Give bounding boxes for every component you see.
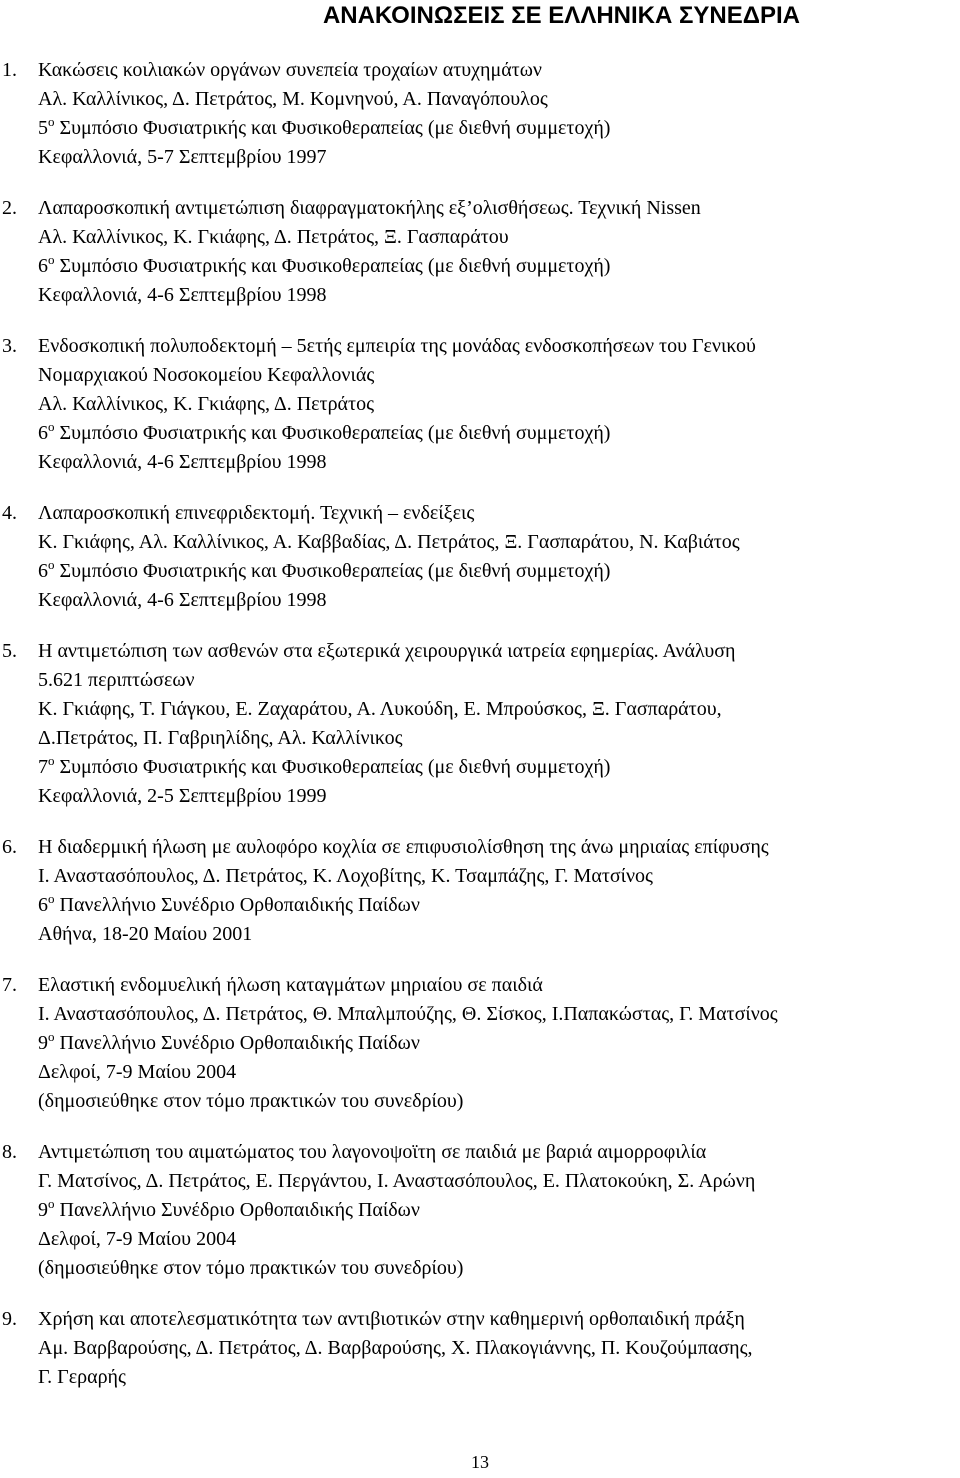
- authors: Ι. Αναστασόπουλος, Δ. Πετράτος, Θ. Μπαλμπούζης, Θ. Σίσκος, Ι.Παπακώστας, Γ. Ματσίνος: [38, 1003, 778, 1025]
- authors: Κ. Γκιάφης, Τ. Γιάγκου, Ε. Ζαχαράτου, Α. Λυκούδη, Ε. Μπρούσκος, Ξ. Γασπαράτου,: [38, 698, 722, 720]
- ordinal-suffix: ο: [48, 419, 55, 434]
- conference-title: Πανελλήνιο Συνέδριο Ορθοπαιδικής Παίδων: [59, 1199, 420, 1221]
- ordinal-suffix: ο: [48, 1029, 55, 1044]
- item-body: [38, 332, 960, 477]
- item-body: [38, 1305, 960, 1392]
- conference-ordinal: 9: [38, 1199, 48, 1221]
- venue-date: (δημοσιεύθηκε στον τόμο πρακτικών του συνεδρίου): [38, 1257, 464, 1279]
- item-body: [38, 637, 960, 811]
- presentation-title: Ενδοσκοπική πολυποδεκτομή – 5ετής εμπειρία της μονάδας ενδοσκοπήσεων του Γενικού: [38, 335, 756, 357]
- conference-name: [38, 753, 960, 782]
- venue-date: Κεφαλλονιά, 2-5 Σεπτεμβρίου 1999: [38, 785, 327, 807]
- conference-ordinal: 6: [38, 255, 48, 277]
- venue-date: (δημοσιεύθηκε στον τόμο πρακτικών του συνεδρίου): [38, 1090, 464, 1112]
- ordinal-suffix: ο: [48, 557, 55, 572]
- conference-name: [38, 557, 960, 586]
- conference-title: Συμπόσιο Φυσιατρικής και Φυσικοθεραπείας (με διεθνή συμμετοχή): [59, 117, 611, 139]
- conference-title: Συμπόσιο Φυσιατρικής και Φυσικοθεραπείας (με διεθνή συμμετοχή): [59, 255, 611, 277]
- conference-ordinal: 6: [38, 422, 48, 444]
- venue-date: Αθήνα, 18-20 Μαίου 2001: [38, 923, 253, 945]
- ordinal-suffix: ο: [48, 1196, 55, 1211]
- conference-list: [0, 56, 960, 1414]
- item-number: 3.: [2, 335, 17, 357]
- authors: Ι. Αναστασόπουλος, Δ. Πετράτος, Κ. Λοχοβίτης, Κ. Τσαμπάζης, Γ. Ματσίνος: [38, 865, 653, 887]
- conference-title: Πανελλήνιο Συνέδριο Ορθοπαιδικής Παίδων: [59, 1032, 420, 1054]
- conference-title: Συμπόσιο Φυσιατρικής και Φυσικοθεραπείας (με διεθνή συμμετοχή): [59, 560, 611, 582]
- presentation-title: 5.621 περιπτώσεων: [38, 669, 195, 691]
- ordinal-suffix: ο: [48, 114, 55, 129]
- conference-name: [38, 1196, 960, 1225]
- presentation-title: Η αντιμετώπιση των ασθενών στα εξωτερικά χειρουργικά ιατρεία εφημερίας. Ανάλυση: [38, 640, 736, 662]
- ordinal-suffix: ο: [48, 252, 55, 267]
- conference-ordinal: 5: [38, 117, 48, 139]
- presentation-title: Χρήση και αποτελεσματικότητα των αντιβιοτικών στην καθημερινή ορθοπαιδική πράξη: [38, 1308, 745, 1330]
- conference-name: [38, 1029, 960, 1058]
- presentation-title: Αντιμετώπιση του αιματώματος του λαγονοψοϊτη σε παιδιά με βαριά αιμορροφιλία: [38, 1141, 707, 1163]
- page-title: ΑΝΑΚΟΙΝΩΣΕΙΣ ΣΕ ΕΛΛΗΝΙΚΑ ΣΥΝΕΔΡΙΑ: [322, 2, 800, 29]
- conference-name: [38, 891, 960, 920]
- conference-ordinal: 9: [38, 1032, 48, 1054]
- item-number: 9.: [2, 1308, 17, 1330]
- conference-title: Συμπόσιο Φυσιατρικής και Φυσικοθεραπείας (με διεθνή συμμετοχή): [59, 422, 611, 444]
- item-body: [38, 56, 960, 172]
- list-item: [0, 194, 960, 310]
- item-number: 6.: [2, 836, 17, 858]
- item-body: [38, 971, 960, 1116]
- venue-date: Κεφαλλονιά, 5-7 Σεπτεμβρίου 1997: [38, 146, 327, 168]
- item-number: 1.: [2, 59, 17, 81]
- authors: Γ. Ματσίνος, Δ. Πετράτος, Ε. Περγάντου, Ι. Αναστασόπουλος, Ε. Πλατοκούκη, Σ. Αρώνη: [38, 1170, 756, 1192]
- authors: Δ.Πετράτος, Π. Γαβριηλίδης, Αλ. Καλλίνικος: [38, 727, 403, 749]
- venue-date: Κεφαλλονιά, 4-6 Σεπτεμβρίου 1998: [38, 284, 327, 306]
- list-item: [0, 56, 960, 172]
- conference-title: Συμπόσιο Φυσιατρικής και Φυσικοθεραπείας (με διεθνή συμμετοχή): [59, 756, 611, 778]
- ordinal-suffix: ο: [48, 891, 55, 906]
- venue-date: Κεφαλλονιά, 4-6 Σεπτεμβρίου 1998: [38, 451, 327, 473]
- list-item: [0, 1138, 960, 1283]
- list-item: [0, 637, 960, 811]
- authors: Αλ. Καλλίνικος, Κ. Γκιάφης, Δ. Πετράτος: [38, 393, 374, 415]
- conference-ordinal: 7: [38, 756, 48, 778]
- presentation-title: Η διαδερμική ήλωση με αυλοφόρο κοχλία σε επιφυσιολίσθηση της άνω μηριαίας επίφυσης: [38, 836, 769, 858]
- authors: Αλ. Καλλίνικος, Δ. Πετράτος, Μ. Κομνηνού, Α. Παναγόπουλος: [38, 88, 548, 110]
- conference-name: [38, 252, 960, 281]
- presentation-title: Νομαρχιακού Νοσοκομείου Κεφαλλονιάς: [38, 364, 375, 386]
- presentation-title: Ελαστική ενδομυελική ήλωση καταγμάτων μηριαίου σε παιδιά: [38, 974, 543, 996]
- authors: Γ. Γεραρής: [38, 1366, 126, 1388]
- item-number: 8.: [2, 1141, 17, 1163]
- list-item: [0, 833, 960, 949]
- conference-name: [38, 114, 960, 143]
- list-item: [0, 971, 960, 1116]
- venue-date: Κεφαλλονιά, 4-6 Σεπτεμβρίου 1998: [38, 589, 327, 611]
- conference-title: Πανελλήνιο Συνέδριο Ορθοπαιδικής Παίδων: [59, 894, 420, 916]
- authors: Αμ. Βαρβαρούσης, Δ. Πετράτος, Δ. Βαρβαρούσης, Χ. Πλακογιάννης, Π. Κουζούμπασης,: [38, 1337, 753, 1359]
- conference-name: [38, 419, 960, 448]
- presentation-title: Λαπαροσκοπική αντιμετώπιση διαφραγματοκήλης εξ’ολισθήσεως. Τεχνική Nissen: [38, 197, 701, 219]
- item-body: [38, 499, 960, 615]
- item-body: [38, 194, 960, 310]
- authors: Κ. Γκιάφης, Αλ. Καλλίνικος, Α. Καββαδίας, Δ. Πετράτος, Ξ. Γασπαράτου, Ν. Καβιάτος: [38, 531, 740, 553]
- conference-ordinal: 6: [38, 560, 48, 582]
- item-number: 4.: [2, 502, 17, 524]
- list-item: [0, 332, 960, 477]
- item-body: [38, 833, 960, 949]
- item-body: [38, 1138, 960, 1283]
- ordinal-suffix: ο: [48, 753, 55, 768]
- venue-date: Δελφοί, 7-9 Μαίου 2004: [38, 1228, 237, 1250]
- list-item: [0, 499, 960, 615]
- venue-date: Δελφοί, 7-9 Μαίου 2004: [38, 1061, 237, 1083]
- page-number: 13: [471, 1452, 489, 1472]
- item-number: 2.: [2, 197, 17, 219]
- conference-ordinal: 6: [38, 894, 48, 916]
- list-item: [0, 1305, 960, 1392]
- authors: Αλ. Καλλίνικος, Κ. Γκιάφης, Δ. Πετράτος, Ξ. Γασπαράτου: [38, 226, 509, 248]
- presentation-title: Κακώσεις κοιλιακών οργάνων συνεπεία τροχαίων ατυχημάτων: [38, 59, 542, 81]
- item-number: 5.: [2, 640, 17, 662]
- item-number: 7.: [2, 974, 17, 996]
- presentation-title: Λαπαροσκοπική επινεφριδεκτομή. Τεχνική – ενδείξεις: [38, 502, 475, 524]
